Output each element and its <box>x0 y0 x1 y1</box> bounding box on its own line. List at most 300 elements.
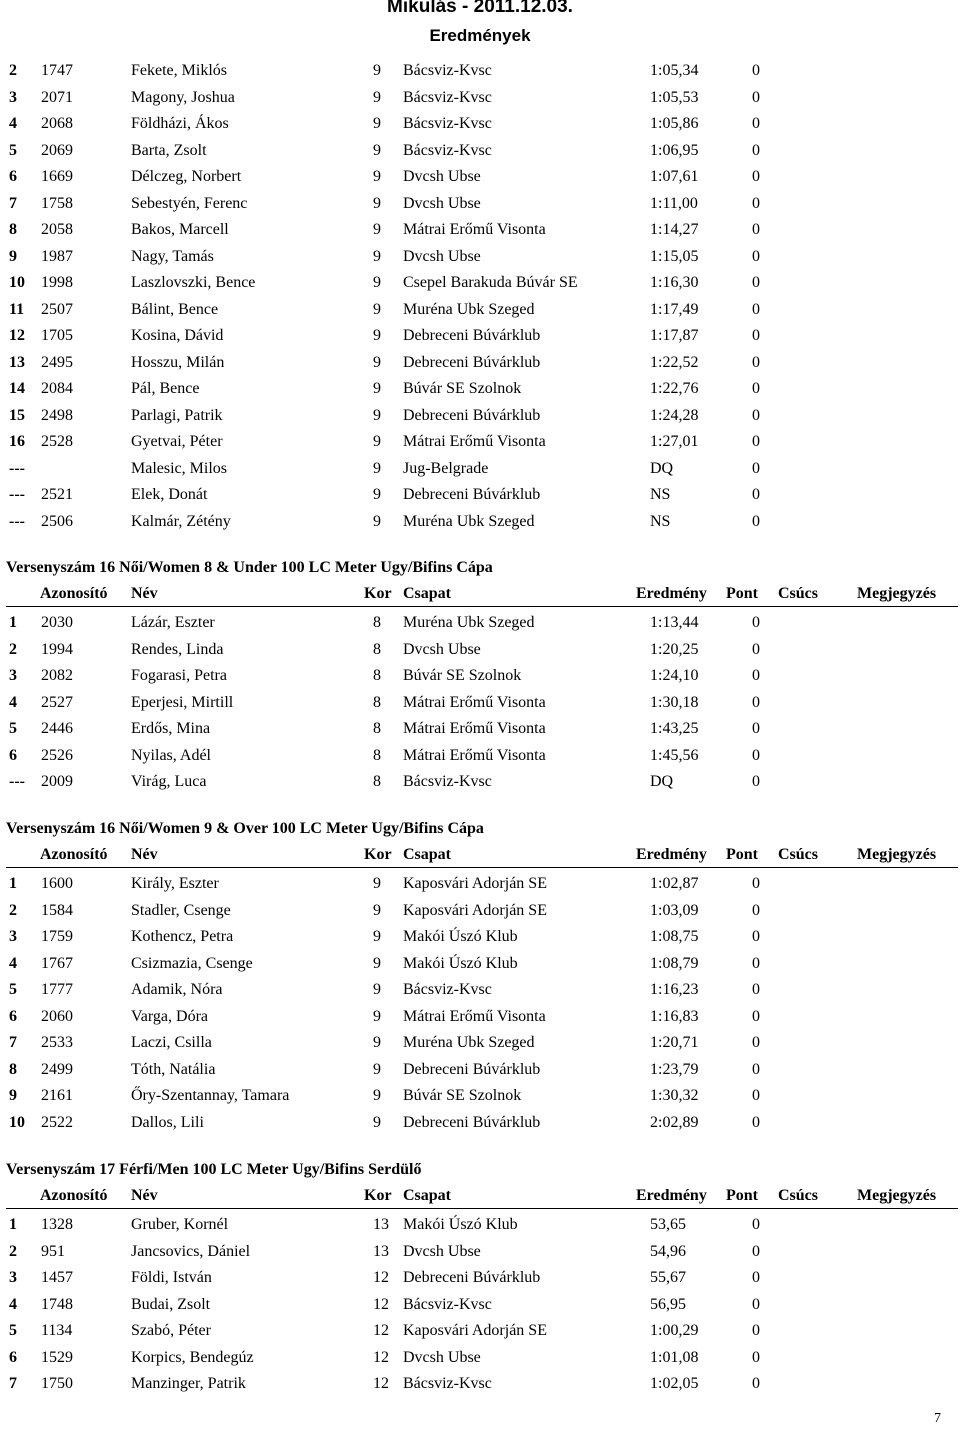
cell-name: Laszlovszki, Bence <box>131 274 256 291</box>
cell-age: 8 <box>373 720 381 737</box>
cell-team: Búvár SE Szolnok <box>403 380 522 397</box>
cell-name: Kosina, Dávid <box>131 327 224 344</box>
cell-points: 0 <box>752 640 760 658</box>
header-id: Azonosító <box>40 585 108 602</box>
cell-result: 1:07,61 <box>650 168 699 185</box>
cell-place: 4 <box>9 115 17 132</box>
cell-name: Erdős, Mina <box>131 720 211 737</box>
cell-age: 9 <box>373 433 381 450</box>
cell-age: 9 <box>373 221 381 238</box>
table-header <box>0 1185 960 1207</box>
cell-points: 0 <box>752 1242 760 1260</box>
cell-name: Laczi, Csilla <box>131 1034 212 1051</box>
table-row <box>0 1059 960 1081</box>
cell-place: 4 <box>9 693 17 711</box>
cell-result: 1:45,56 <box>650 746 699 764</box>
cell-name: Varga, Dóra <box>131 1007 209 1025</box>
cell-points: 0 <box>752 194 760 212</box>
cell-place: --- <box>9 512 25 530</box>
cell-id: 2058 <box>41 221 73 238</box>
cell-id: 1758 <box>41 194 73 212</box>
cell-id: 2030 <box>41 614 73 631</box>
cell-result: 1:05,53 <box>650 88 699 106</box>
cell-team: Kaposvári Adorján SE <box>403 901 547 919</box>
table-row <box>0 1006 960 1028</box>
cell-age: 13 <box>373 1242 389 1260</box>
cell-place: 1 <box>9 614 17 631</box>
cell-name: Fogarasi, Petra <box>131 667 227 684</box>
cell-team: Bácsviz-Kvsc <box>403 1375 492 1392</box>
cell-points: 0 <box>752 954 760 972</box>
cell-age: 9 <box>373 168 381 185</box>
cell-points: 0 <box>752 901 760 919</box>
header-age: Kor <box>364 1187 392 1204</box>
cell-place: 5 <box>9 141 17 159</box>
cell-age: 9 <box>373 353 381 371</box>
cell-team: Bácsviz-Kvsc <box>403 88 492 106</box>
cell-points: 0 <box>752 746 760 764</box>
cell-team: Búvár SE Szolnok <box>403 667 522 684</box>
header-age: Kor <box>364 846 392 863</box>
cell-age: 9 <box>373 459 381 477</box>
cell-result: 1:08,75 <box>650 928 699 945</box>
table-row <box>0 1373 960 1395</box>
cell-place: 6 <box>9 1348 17 1366</box>
cell-age: 8 <box>373 746 381 764</box>
cell-id: 1759 <box>41 928 73 945</box>
header-points: Pont <box>726 846 758 863</box>
header-record: Csúcs <box>778 1187 819 1204</box>
cell-id: 1134 <box>41 1322 73 1339</box>
cell-name: Tóth, Natália <box>131 1060 216 1078</box>
cell-result: 1:30,18 <box>650 693 699 711</box>
cell-id: 2082 <box>41 667 73 684</box>
table-row <box>0 1241 960 1263</box>
cell-place: 13 <box>9 353 25 371</box>
cell-place: 5 <box>9 1322 17 1339</box>
cell-points: 0 <box>752 1034 760 1051</box>
cell-age: 9 <box>373 981 381 998</box>
cell-id: 2060 <box>41 1007 73 1025</box>
cell-name: Rendes, Linda <box>131 640 224 658</box>
cell-place: 5 <box>9 720 17 737</box>
cell-points: 0 <box>752 406 760 424</box>
cell-name: Kalmár, Zétény <box>131 512 231 530</box>
event-title: Versenyszám 16 Női/Women 8 & Under 100 LC Meter Ugy/Bifins Cápa <box>6 559 493 576</box>
cell-id: 2084 <box>41 380 73 397</box>
table-row <box>0 979 960 1001</box>
cell-name: Szabó, Péter <box>131 1322 211 1339</box>
header-id: Azonosító <box>40 1187 108 1204</box>
table-row <box>0 900 960 922</box>
cell-age: 9 <box>373 954 381 972</box>
cell-name: Malesic, Milos <box>131 459 227 477</box>
cell-place: 3 <box>9 667 17 684</box>
cell-team: Dvcsh Ubse <box>403 1242 481 1260</box>
table-row <box>0 1320 960 1342</box>
cell-name: Király, Eszter <box>131 875 219 892</box>
cell-age: 9 <box>373 928 381 945</box>
cell-age: 9 <box>373 1060 381 1078</box>
cell-team: Búvár SE Szolnok <box>403 1087 522 1104</box>
cell-result: 1:27,01 <box>650 433 699 450</box>
cell-team: Bácsviz-Kvsc <box>403 981 492 998</box>
cell-team: Mátrai Erőmű Visonta <box>403 221 546 238</box>
cell-points: 0 <box>752 928 760 945</box>
cell-id: 1767 <box>41 954 73 972</box>
cell-team: Muréna Ubk Szeged <box>403 300 535 318</box>
header-id: Azonosító <box>40 846 108 863</box>
cell-points: 0 <box>752 1348 760 1366</box>
cell-points: 0 <box>752 1113 760 1131</box>
cell-points: 0 <box>752 614 760 631</box>
cell-team: Csepel Barakuda Búvár SE <box>403 274 578 291</box>
table-row <box>0 60 960 82</box>
cell-points: 0 <box>752 1269 760 1286</box>
cell-id: 1669 <box>41 168 73 185</box>
cell-id: 1777 <box>41 981 73 998</box>
cell-result: 1:22,76 <box>650 380 699 397</box>
cell-place: 10 <box>9 274 25 291</box>
table-header <box>0 844 960 866</box>
header-result: Eredmény <box>636 846 707 863</box>
cell-name: Őry-Szentannay, Tamara <box>131 1087 290 1104</box>
cell-place: 6 <box>9 746 17 764</box>
table-row <box>0 431 960 453</box>
cell-id: 1600 <box>41 875 73 892</box>
table-row <box>0 325 960 347</box>
table-row <box>0 246 960 268</box>
cell-result: 1:14,27 <box>650 221 699 238</box>
cell-result: 1:16,83 <box>650 1007 699 1025</box>
cell-id: 2499 <box>41 1060 73 1078</box>
cell-result: 1:03,09 <box>650 901 699 919</box>
cell-age: 9 <box>373 1113 381 1131</box>
header-team: Csapat <box>403 1187 452 1204</box>
cell-team: Muréna Ubk Szeged <box>403 1034 535 1051</box>
cell-team: Muréna Ubk Szeged <box>403 614 535 631</box>
table-row <box>0 272 960 294</box>
cell-team: Dvcsh Ubse <box>403 1348 481 1366</box>
cell-id: 1994 <box>41 640 73 658</box>
cell-place: --- <box>9 486 25 503</box>
cell-place: 1 <box>9 875 17 892</box>
cell-name: Budai, Zsolt <box>131 1295 211 1313</box>
cell-place: 2 <box>9 640 17 658</box>
cell-name: Elek, Donát <box>131 486 208 503</box>
cell-age: 9 <box>373 512 381 530</box>
cell-place: 1 <box>9 1216 17 1233</box>
cell-age: 8 <box>373 773 381 790</box>
cell-result: 1:16,23 <box>650 981 699 998</box>
cell-place: 6 <box>9 1007 17 1025</box>
cell-id: 2521 <box>41 486 73 503</box>
cell-id: 2069 <box>41 141 73 159</box>
table-row <box>0 953 960 975</box>
table-row <box>0 113 960 135</box>
header-record: Csúcs <box>778 585 819 602</box>
cell-id: 1987 <box>41 247 73 265</box>
cell-place: 5 <box>9 981 17 998</box>
cell-place: 3 <box>9 1269 17 1286</box>
cell-points: 0 <box>752 773 760 790</box>
cell-name: Földházi, Ákos <box>131 115 229 132</box>
cell-team: Bácsviz-Kvsc <box>403 1295 492 1313</box>
cell-points: 0 <box>752 380 760 397</box>
cell-age: 12 <box>373 1375 389 1392</box>
cell-place: 8 <box>9 221 17 238</box>
table-row <box>0 926 960 948</box>
cell-place: 10 <box>9 1113 25 1131</box>
cell-place: 2 <box>9 901 17 919</box>
cell-points: 0 <box>752 875 760 892</box>
cell-place: 2 <box>9 62 17 79</box>
cell-id: 1998 <box>41 274 73 291</box>
cell-place: 12 <box>9 327 25 344</box>
cell-result: 1:16,30 <box>650 274 699 291</box>
cell-result: 1:05,86 <box>650 115 699 132</box>
cell-name: Bálint, Bence <box>131 300 219 318</box>
cell-result: 1:20,25 <box>650 640 699 658</box>
cell-place: 15 <box>9 406 25 424</box>
table-header <box>0 583 960 605</box>
header-divider <box>6 606 958 607</box>
cell-place: 2 <box>9 1242 17 1260</box>
cell-age: 9 <box>373 380 381 397</box>
table-row <box>0 1214 960 1236</box>
cell-id: 2527 <box>41 693 73 711</box>
cell-result: 1:11,00 <box>650 194 698 212</box>
cell-result: 1:01,08 <box>650 1348 699 1366</box>
cell-age: 13 <box>373 1216 389 1233</box>
cell-place: 7 <box>9 1375 17 1392</box>
cell-place: 16 <box>9 433 25 450</box>
cell-age: 12 <box>373 1348 389 1366</box>
header-team: Csapat <box>403 846 452 863</box>
cell-id: 2533 <box>41 1034 73 1051</box>
cell-team: Debreceni Búvárklub <box>403 1060 541 1078</box>
cell-result: NS <box>650 512 671 530</box>
cell-id: 2498 <box>41 406 73 424</box>
cell-id: 1328 <box>41 1216 73 1233</box>
cell-team: Mátrai Erőmű Visonta <box>403 693 546 711</box>
cell-points: 0 <box>752 433 760 450</box>
header-name: Név <box>131 846 158 863</box>
cell-points: 0 <box>752 168 760 185</box>
cell-team: Kaposvári Adorján SE <box>403 875 547 892</box>
cell-id: 1457 <box>41 1269 73 1286</box>
cell-id: 2068 <box>41 115 73 132</box>
header-divider <box>6 1208 958 1209</box>
cell-name: Kothencz, Petra <box>131 928 234 945</box>
cell-age: 8 <box>373 693 381 711</box>
cell-name: Virág, Luca <box>131 773 207 790</box>
cell-team: Dvcsh Ubse <box>403 194 481 212</box>
cell-place: --- <box>9 773 25 790</box>
cell-place: 7 <box>9 194 17 212</box>
cell-name: Adamik, Nóra <box>131 981 223 998</box>
table-row <box>0 511 960 533</box>
cell-team: Makói Úszó Klub <box>403 1216 518 1233</box>
cell-points: 0 <box>752 486 760 503</box>
cell-name: Gyetvai, Péter <box>131 433 223 450</box>
cell-team: Debreceni Búvárklub <box>403 406 541 424</box>
table-row <box>0 1085 960 1107</box>
cell-result: DQ <box>650 773 674 790</box>
cell-id: 2528 <box>41 433 73 450</box>
header-note: Megjegyzés <box>857 1187 937 1204</box>
event-title: Versenyszám 16 Női/Women 9 & Over 100 LC Meter Ugy/Bifins Cápa <box>6 820 484 837</box>
table-row <box>0 1112 960 1134</box>
cell-name: Korpics, Bendegúz <box>131 1348 254 1366</box>
cell-id: 2161 <box>41 1087 73 1104</box>
cell-name: Nagy, Tamás <box>131 247 214 265</box>
table-row <box>0 612 960 634</box>
cell-team: Bácsviz-Kvsc <box>403 141 492 159</box>
cell-place: 14 <box>9 380 25 397</box>
table-row <box>0 193 960 215</box>
cell-points: 0 <box>752 693 760 711</box>
cell-team: Bácsviz-Kvsc <box>403 115 492 132</box>
cell-points: 0 <box>752 1060 760 1078</box>
cell-team: Mátrai Erőmű Visonta <box>403 1007 546 1025</box>
table-row <box>0 745 960 767</box>
cell-points: 0 <box>752 981 760 998</box>
cell-id: 2495 <box>41 353 73 371</box>
cell-points: 0 <box>752 720 760 737</box>
header-name: Név <box>131 585 158 602</box>
cell-age: 9 <box>373 274 381 291</box>
cell-points: 0 <box>752 1322 760 1339</box>
table-row <box>0 378 960 400</box>
cell-result: 1:08,79 <box>650 954 699 972</box>
cell-team: Mátrai Erőmű Visonta <box>403 746 546 764</box>
header-result: Eredmény <box>636 1187 707 1204</box>
cell-id: 2071 <box>41 88 73 106</box>
table-row <box>0 405 960 427</box>
cell-result: 1:00,29 <box>650 1322 699 1339</box>
cell-id: 1705 <box>41 327 73 344</box>
cell-team: Dvcsh Ubse <box>403 247 481 265</box>
cell-place: 6 <box>9 168 17 185</box>
cell-name: Sebestyén, Ferenc <box>131 194 248 212</box>
cell-team: Mátrai Erőmű Visonta <box>403 720 546 737</box>
table-row <box>0 873 960 895</box>
cell-id: 2526 <box>41 746 73 764</box>
cell-team: Kaposvári Adorján SE <box>403 1322 547 1339</box>
header-result: Eredmény <box>636 585 707 602</box>
cell-age: 9 <box>373 115 381 132</box>
cell-name: Eperjesi, Mirtill <box>131 693 234 711</box>
cell-result: 55,67 <box>650 1269 686 1286</box>
event-title: Versenyszám 17 Férfi/Men 100 LC Meter Ugy/Bifins Serdülő <box>6 1161 422 1178</box>
cell-points: 0 <box>752 512 760 530</box>
cell-result: 1:24,10 <box>650 667 699 684</box>
header-note: Megjegyzés <box>857 846 937 863</box>
cell-points: 0 <box>752 1087 760 1104</box>
cell-age: 12 <box>373 1295 389 1313</box>
cell-age: 9 <box>373 300 381 318</box>
cell-result: 1:20,71 <box>650 1034 699 1051</box>
cell-name: Stadler, Csenge <box>131 901 231 919</box>
cell-team: Bácsviz-Kvsc <box>403 773 492 790</box>
cell-points: 0 <box>752 274 760 291</box>
cell-team: Muréna Ubk Szeged <box>403 512 535 530</box>
table-row <box>0 458 960 480</box>
cell-place: 11 <box>9 300 25 318</box>
cell-result: 1:30,32 <box>650 1087 699 1104</box>
table-row <box>0 639 960 661</box>
table-row <box>0 692 960 714</box>
cell-age: 9 <box>373 875 381 892</box>
cell-age: 9 <box>373 1087 381 1104</box>
cell-id: 1750 <box>41 1375 73 1392</box>
cell-age: 8 <box>373 667 381 684</box>
cell-age: 8 <box>373 614 381 631</box>
cell-points: 0 <box>752 1295 760 1313</box>
cell-name: Csizmazia, Csenge <box>131 954 253 972</box>
cell-name: Gruber, Kornél <box>131 1216 229 1233</box>
cell-place: 8 <box>9 1060 17 1078</box>
cell-result: 1:17,49 <box>650 300 699 318</box>
cell-age: 12 <box>373 1322 389 1339</box>
cell-points: 0 <box>752 88 760 106</box>
cell-result: 56,95 <box>650 1295 686 1313</box>
cell-name: Bakos, Marcell <box>131 221 229 238</box>
table-row <box>0 1032 960 1054</box>
cell-name: Hosszu, Milán <box>131 353 225 371</box>
table-row <box>0 718 960 740</box>
cell-points: 0 <box>752 327 760 344</box>
cell-points: 0 <box>752 459 760 477</box>
cell-place: --- <box>9 459 25 477</box>
cell-result: 53,65 <box>650 1216 686 1233</box>
cell-team: Mátrai Erőmű Visonta <box>403 433 546 450</box>
header-divider <box>6 867 958 868</box>
cell-id: 2009 <box>41 773 73 790</box>
cell-name: Délczeg, Norbert <box>131 168 242 185</box>
page-title: Mikulás - 2011.12.03. <box>387 0 573 17</box>
cell-id: 2446 <box>41 720 73 737</box>
header-team: Csapat <box>403 585 452 602</box>
cell-result: 1:22,52 <box>650 353 699 371</box>
cell-team: Dvcsh Ubse <box>403 168 481 185</box>
cell-result: 1:13,44 <box>650 614 699 631</box>
cell-name: Fekete, Miklós <box>131 62 227 79</box>
cell-age: 9 <box>373 1007 381 1025</box>
cell-team: Makói Úszó Klub <box>403 954 518 972</box>
cell-team: Dvcsh Ubse <box>403 640 481 658</box>
cell-team: Bácsviz-Kvsc <box>403 62 492 79</box>
cell-result: 54,96 <box>650 1242 686 1260</box>
cell-team: Debreceni Búvárklub <box>403 1269 541 1286</box>
cell-result: 1:43,25 <box>650 720 699 737</box>
cell-age: 9 <box>373 901 381 919</box>
cell-result: 1:06,95 <box>650 141 699 159</box>
cell-id: 2522 <box>41 1113 73 1131</box>
header-points: Pont <box>726 1187 758 1204</box>
cell-result: DQ <box>650 459 674 477</box>
cell-points: 0 <box>752 667 760 684</box>
cell-result: 1:02,87 <box>650 875 699 892</box>
cell-age: 9 <box>373 88 381 106</box>
header-name: Név <box>131 1187 158 1204</box>
cell-result: 1:15,05 <box>650 247 699 265</box>
table-row <box>0 299 960 321</box>
cell-age: 9 <box>373 486 381 503</box>
cell-age: 9 <box>373 1034 381 1051</box>
cell-id: 1529 <box>41 1348 73 1366</box>
